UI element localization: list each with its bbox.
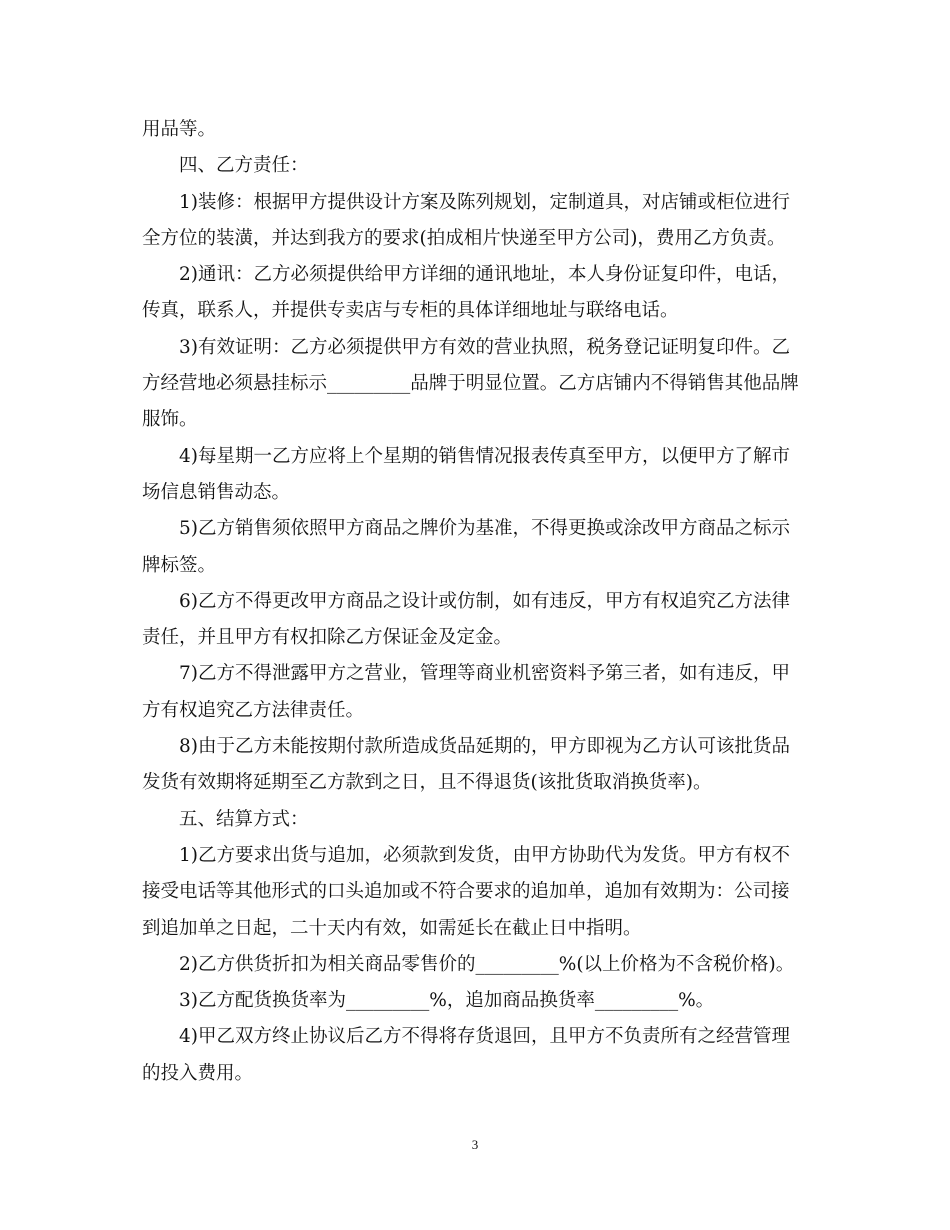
text-line: 发货有效期将延期至乙方款到之日，且不得退货(该批货取消换货率)。	[142, 772, 712, 794]
text-line: 全方位的装潢，并达到我方的要求(拍成相片快递至甲方公司)，费用乙方负责。	[142, 227, 786, 249]
text-line: 2)乙方供货折扣为相关商品零售价的_________%(以上价格为不含税价格)。	[179, 953, 795, 975]
text-line: 7)乙方不得泄露甲方之营业，管理等商业机密资料予第三者，如有违反，甲	[179, 663, 790, 685]
text-line: 责任，并且甲方有权扣除乙方保证金及定金。	[142, 627, 513, 649]
text-line: 4)甲乙双方终止协议后乙方不得将存货退回，且甲方不负责所有之经营管理	[179, 1026, 790, 1048]
text-line: 场信息销售动态。	[142, 481, 291, 503]
page-number: 3	[471, 1137, 479, 1152]
text-line: 牌标签。	[142, 554, 217, 576]
text-line: 四、乙方责任：	[179, 155, 309, 177]
text-line: 的投入费用。	[142, 1062, 254, 1084]
text-line: 3)乙方配货换货率为_________%，追加商品换货率_________%。	[179, 990, 715, 1012]
text-line: 接受电话等其他形式的口头追加或不符合要求的追加单，追加有效期为：公司接	[142, 881, 790, 903]
text-line: 1)乙方要求出货与追加，必须款到发货，由甲方协助代为发货。甲方有权不	[179, 844, 790, 866]
text-line: 6)乙方不得更改甲方商品之设计或仿制，如有违反，甲方有权追究乙方法律	[179, 590, 790, 612]
text-line: 2)通讯：乙方必须提供给甲方详细的通讯地址，本人身份证复印件，电话，	[179, 264, 790, 286]
text-line: 3)有效证明：乙方必须提供甲方有效的营业执照，税务登记证明复印件。乙	[179, 336, 790, 358]
text-line: 传真，联系人，并提供专卖店与专柜的具体详细地址与联络电话。	[142, 300, 679, 322]
text-line: 方经营地必须悬挂标示_________品牌于明显位置。乙方店铺内不得销售其他品牌	[142, 373, 799, 395]
document-body	[142, 112, 812, 1092]
text-line: 方有权追究乙方法律责任。	[142, 699, 365, 721]
text-line: 服饰。	[142, 409, 198, 431]
text-line: 1)装修：根据甲方提供设计方案及陈列规划，定制道具，对店铺或柜位进行	[179, 191, 790, 213]
text-line: 5)乙方销售须依照甲方商品之牌价为基准，不得更换或涂改甲方商品之标示	[179, 518, 790, 540]
text-line: 用品等。	[142, 119, 217, 140]
text-line: 到追加单之日起，二十天内有效，如需延长在截止日中指明。	[142, 917, 642, 939]
text-line: 4)每星期一乙方应将上个星期的销售情况报表传真至甲方，以便甲方了解市	[179, 445, 790, 467]
text-line: 8)由于乙方未能按期付款所造成货品延期的，甲方即视为乙方认可该批货品	[179, 736, 790, 758]
text-line: 五、结算方式：	[179, 808, 309, 830]
